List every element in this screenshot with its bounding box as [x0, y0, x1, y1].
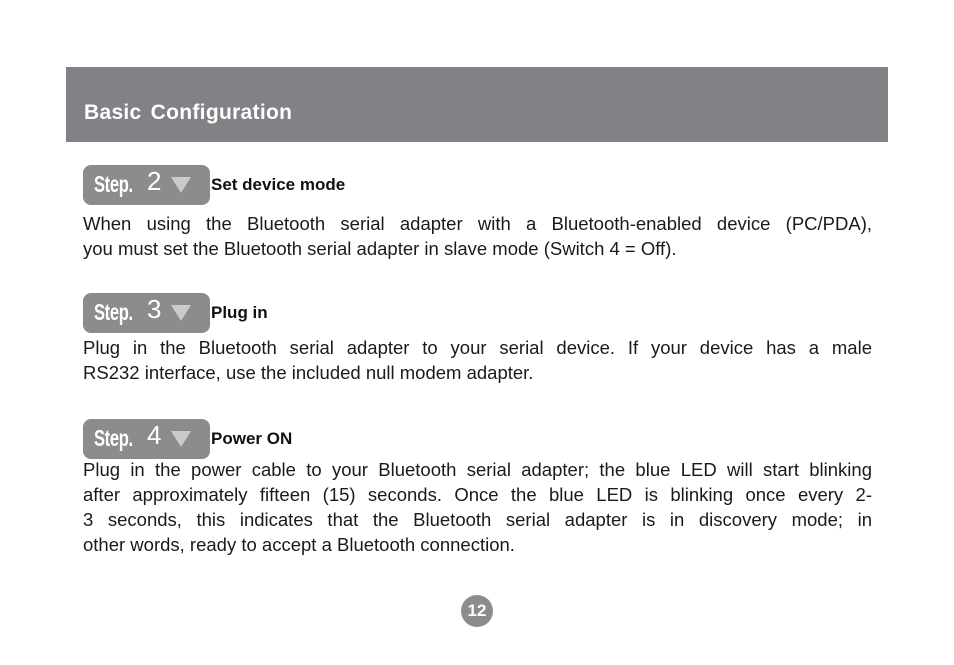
paragraph-line: RS232 interface, use the included null modem adapter. [83, 362, 534, 383]
step-label: Step. [94, 425, 133, 451]
step-4-heading: Power ON [211, 429, 293, 448]
step-4-badge [83, 419, 210, 459]
step-2-heading: Set device mode [211, 175, 346, 194]
step-2-badge [83, 165, 210, 205]
paragraph-line: you must set the Bluetooth serial adapter in slave mode (Switch 4 = Off). [83, 238, 677, 259]
paragraph-line: Plug in the Bluetooth serial adapter to your serial device. If your device has a male [83, 337, 872, 358]
paragraph-line: When using the Bluetooth serial adapter with a Bluetooth-enabled device (PC/PDA), [83, 213, 872, 234]
step-3-badge [83, 293, 210, 333]
section-title: Basic Configuration [84, 101, 293, 124]
paragraph-line: after approximately fifteen (15) seconds. Once the blue LED is blinking once every 2- [83, 484, 872, 505]
page-number-badge: 12 [461, 595, 493, 627]
step-4-paragraph [83, 457, 872, 557]
step-label: Step. [94, 171, 133, 197]
paragraph-line: Plug in the power cable to your Bluetooth serial adapter; the blue LED will start blinking [83, 459, 872, 480]
paragraph-line: 3 seconds, this indicates that the Bluetooth serial adapter is in discovery mode; in [83, 509, 872, 530]
step-number: 2 [147, 166, 162, 196]
step-3-heading: Plug in [211, 303, 268, 322]
section-header-bar [66, 67, 888, 142]
step-3-paragraph [83, 335, 872, 385]
triangle-down-icon [170, 176, 192, 194]
step-number: 3 [147, 294, 162, 324]
step-2-paragraph [83, 211, 872, 261]
step-number: 4 [147, 420, 162, 450]
paragraph-line: other words, ready to accept a Bluetooth connection. [83, 534, 515, 555]
triangle-down-icon [170, 304, 192, 322]
triangle-down-icon [170, 430, 192, 448]
step-label: Step. [94, 299, 133, 325]
